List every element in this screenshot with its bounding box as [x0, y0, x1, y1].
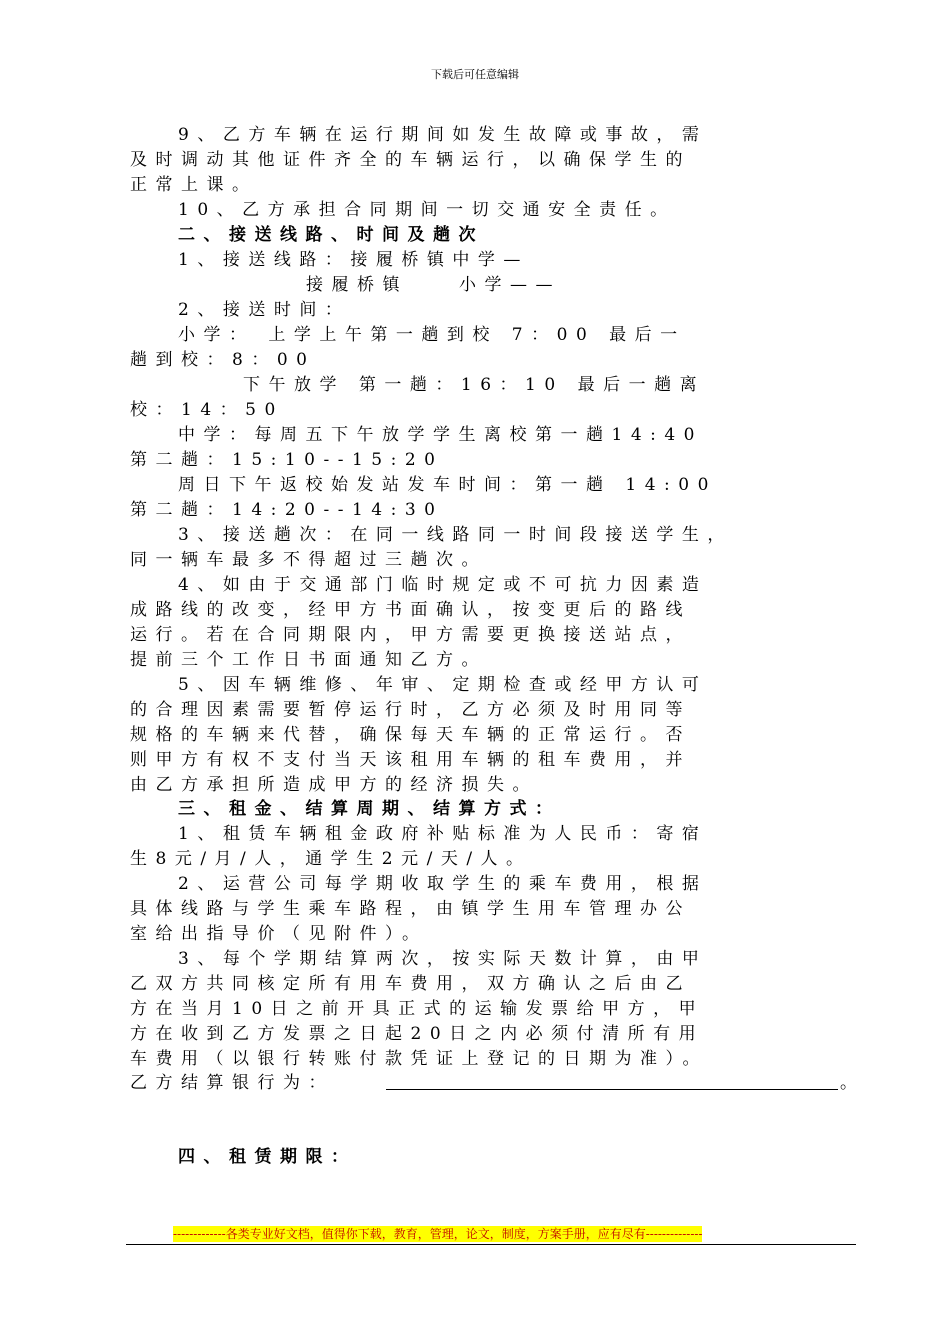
body-line: 1、租赁车辆租金政府补贴标准为人民币：寄宿: [178, 824, 708, 844]
body-line: 趟到校：8：00: [130, 350, 316, 370]
body-line: 第二趟：14:20--14:30: [130, 500, 444, 520]
body-line: 方在收到乙方发票之日起20日之内必须付清所有用: [130, 1024, 705, 1044]
body-line: 提前三个工作日书面通知乙方。: [130, 650, 487, 670]
body-line: 9、乙方车辆在运行期间如发生故障或事故，需: [178, 125, 708, 145]
blank-period: 。: [840, 1073, 857, 1093]
body-line: 生8元/月/人，通学生2元/天/人。: [130, 849, 532, 869]
body-line: 小学： 上学上午第一趟到校 7：00 最后一: [178, 325, 686, 345]
body-line: 方在当月10日之前开具正式的运输发票给甲方，甲: [130, 999, 705, 1019]
section-heading: 二、接送线路、时间及趟次: [178, 225, 484, 245]
body-line: 由乙方承担所造成甲方的经济损失。: [130, 775, 538, 795]
body-line: 3、接送趟次：在同一线路同一时间段接送学生，: [178, 525, 733, 545]
body-line: 成路线的改变，经甲方书面确认，按变更后的路线: [130, 600, 691, 620]
body-line: 的合理因素需要暂停运行时，乙方必须及时用同等: [130, 700, 691, 720]
body-line: 4、如由于交通部门临时规定或不可抗力因素造: [178, 575, 708, 595]
footer-rule: [126, 1244, 856, 1245]
body-line: 下午放学 第一趟：16：10 最后一趟离: [243, 375, 706, 395]
section-heading: 三、租金、结算周期、结算方式：: [178, 799, 561, 819]
body-line: 周日下午返校始发站发车时间：第一趟 14:00: [178, 475, 717, 495]
body-line: 10、乙方承担合同期间一切交通安全责任。: [178, 200, 676, 220]
body-line: 规格的车辆来代替，确保每天车辆的正常运行。否: [130, 725, 691, 745]
body-line: 2、运营公司每学期收取学生的乘车费用，根据: [178, 874, 708, 894]
body-line: 第二趟：15:10--15:20: [130, 450, 444, 470]
body-line: 运行。若在合同期限内，甲方需要更换接送站点，: [130, 625, 691, 645]
body-line: 2、接送时间：: [178, 300, 351, 320]
body-line: 室给出指导价（见附件）。: [130, 924, 428, 944]
bank-blank-line: [386, 1089, 838, 1090]
page-header: 下载后可任意编辑: [431, 68, 519, 81]
body-line: 3、每个学期结算两次，按实际天数计算，由甲: [178, 949, 708, 969]
footer-banner: -------------各类专业好文档，值得你下载，教育，管理，论文，制度，方案手册，应有尽有--------------: [173, 1227, 703, 1241]
body-line: 具体线路与学生乘车路程，由镇学生用车管理办公: [130, 899, 691, 919]
body-line: 接履桥镇 小学——: [306, 275, 561, 295]
body-line: 乙方结算银行为：: [130, 1073, 334, 1093]
body-line: 车费用（以银行转账付款凭证上登记的日期为准）。: [130, 1049, 708, 1069]
body-line: 中学：每周五下午放学学生离校第一趟14:40: [178, 425, 703, 445]
body-line: 乙双方共同核定所有用车费用，双方确认之后由乙: [130, 974, 691, 994]
body-line: 5、因车辆维修、年审、定期检查或经甲方认可: [178, 675, 708, 695]
body-line: 1、接送线路：接履桥镇中学—: [178, 250, 529, 270]
body-line: 同一辆车最多不得超过三趟次。: [130, 550, 487, 570]
body-line: 及时调动其他证件齐全的车辆运行，以确保学生的: [130, 150, 691, 170]
body-line: 则甲方有权不支付当天该租用车辆的租车费用，并: [130, 750, 691, 770]
body-line: 校：14：50: [130, 400, 284, 420]
body-line: 正常上课。: [130, 175, 258, 195]
section-heading: 四、租赁期限：: [178, 1147, 357, 1167]
